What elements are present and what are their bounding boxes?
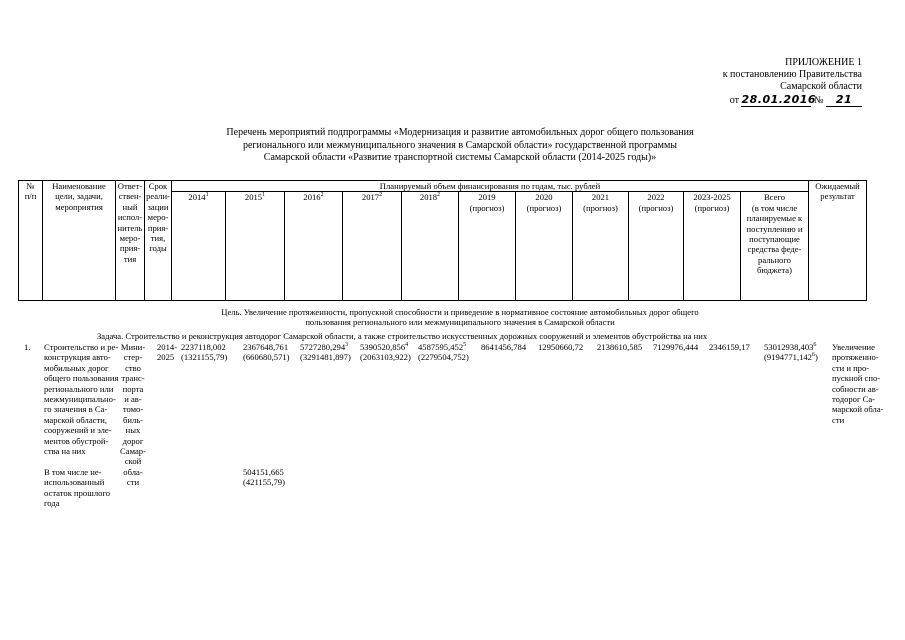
- title-line-3: Самарской области «Развитие транспортной системы Самарской области (2014-2025 годы)»: [263, 152, 657, 163]
- header-term: Срок реали- зации меро- прия- тия, годы: [145, 181, 172, 301]
- header-responsible: Ответ- ствен- ный испол- нитель меро- прия- тия: [116, 181, 145, 301]
- subrow-value-2015-federal: (421155,79): [243, 477, 285, 488]
- title-line-2: регионального или межмуниципального значения в Самарской области» государственной программы: [242, 139, 677, 151]
- value-2016-federal: (3291481,897): [300, 352, 351, 363]
- header-year-2015: 2015$^1$: [226, 192, 285, 301]
- header-year-2019: 2019 (прогноз): [459, 192, 516, 301]
- number-value: 21: [826, 94, 862, 107]
- value-total-federal: (9194771,142$^6$): [764, 352, 818, 363]
- header-year-2023-2025: 2023-2025 (прогноз): [684, 192, 741, 301]
- subrow-value-2015: 504151,665 (421155,79): [243, 467, 285, 488]
- header-name: Наименование цели, задачи, мероприятия: [43, 181, 116, 301]
- value-2015-federal: (660680,571): [243, 352, 290, 363]
- value-2023-2025: 2346159,17: [709, 342, 750, 352]
- header-total: Всего (в том числе планируемые к поступлению и поступающие средства феде- рального бюджета): [741, 192, 809, 301]
- header-expected-result: Ожидаемый результат: [809, 181, 867, 301]
- header-year-2022: 2022 (прогноз): [629, 192, 684, 301]
- row-expected-result: Увеличение протяженно- сти и про- пускной спо- собности ав- тодорог Са- марской обла- сти: [832, 342, 884, 425]
- appendix-line-3: Самарской области: [780, 81, 862, 92]
- subrow-name: В том числе не- использованный остаток прошлого года: [44, 467, 111, 509]
- header-year-2021: 2021 (прогноз): [573, 192, 629, 301]
- number-prefix: №: [813, 95, 824, 106]
- header-year-2018: 2018$^2$: [402, 192, 459, 301]
- row-number: 1.: [24, 342, 31, 352]
- appendix-line-2: к постановлению Правительства: [722, 69, 862, 80]
- header-planned-financing: Планируемый объем финансирования по годам, тыс. рублей: [172, 181, 809, 192]
- task-text: Задача. Строительство и реконструкция автодорог Самарской области, а также строительство искусственных дорожных сооружений и элементов обустройства на них: [97, 331, 708, 341]
- value-2018: 4587595,452$^5$ (2279504,752): [418, 342, 469, 363]
- value-2020: 12950660,72: [538, 342, 584, 352]
- value-2019: 8641456,784: [481, 342, 527, 352]
- appendix-block: [723, 57, 862, 107]
- header-num: № п/п: [19, 181, 43, 301]
- value-2021: 2138610,585: [597, 342, 643, 352]
- date-value: 28.01.2016: [741, 93, 817, 106]
- value-2014-federal: (1321155,79): [181, 352, 228, 363]
- title-line-1: Перечень мероприятий подпрограммы «Модернизация и развитие автомобильных дорог общего пользования: [226, 127, 694, 138]
- header-year-2016: 2016$^2$: [285, 192, 343, 301]
- appendix-title: ПРИЛОЖЕНИЕ 1: [785, 57, 862, 68]
- date-prefix: от: [729, 95, 739, 106]
- header-year-2020: 2020 (прогноз): [516, 192, 573, 301]
- value-2014: 2237118,002 (1321155,79): [181, 342, 228, 363]
- value-2022: 7129976,444: [653, 342, 699, 352]
- document-title: [130, 127, 790, 165]
- row-term: 2014- 2025: [157, 342, 178, 363]
- value-2017: 5390520,856$^4$ (2063103,922): [360, 342, 411, 363]
- header-year-2017: 2017$^2$: [343, 192, 402, 301]
- row-name: Строительство и ре- конструкция авто- мобильных дорог общего пользования регионального или межмуниципально- го значения в Са- марской области, сооружений и эле- ментов обустрой- ства на них: [44, 342, 119, 457]
- row-responsible: Мини- стер- ство транс- порта и ав- томо- биль- ных дорог Самар- ской обла- сти: [120, 342, 146, 488]
- value-2018-federal: (2279504,752): [418, 352, 469, 363]
- goal-text: Цель. Увеличение протяженности, пропускной способности и приведение в нормативное состояние автомобильных дорог общего пользования регионального или межмуниципального значения в Самарской области: [221, 307, 699, 328]
- appendix-date-line: [723, 94, 862, 107]
- header-year-2014: 2014$^1$: [172, 192, 226, 301]
- value-2016: 5727280,294$^3$ (3291481,897): [300, 342, 351, 363]
- measures-table-header: [18, 180, 867, 301]
- value-2015: 2367648,761 (660680,571): [243, 342, 290, 363]
- value-2017-federal: (2063103,922): [360, 352, 411, 363]
- value-total: 53012938,403$^6$ (9194771,142$^6$): [764, 342, 818, 363]
